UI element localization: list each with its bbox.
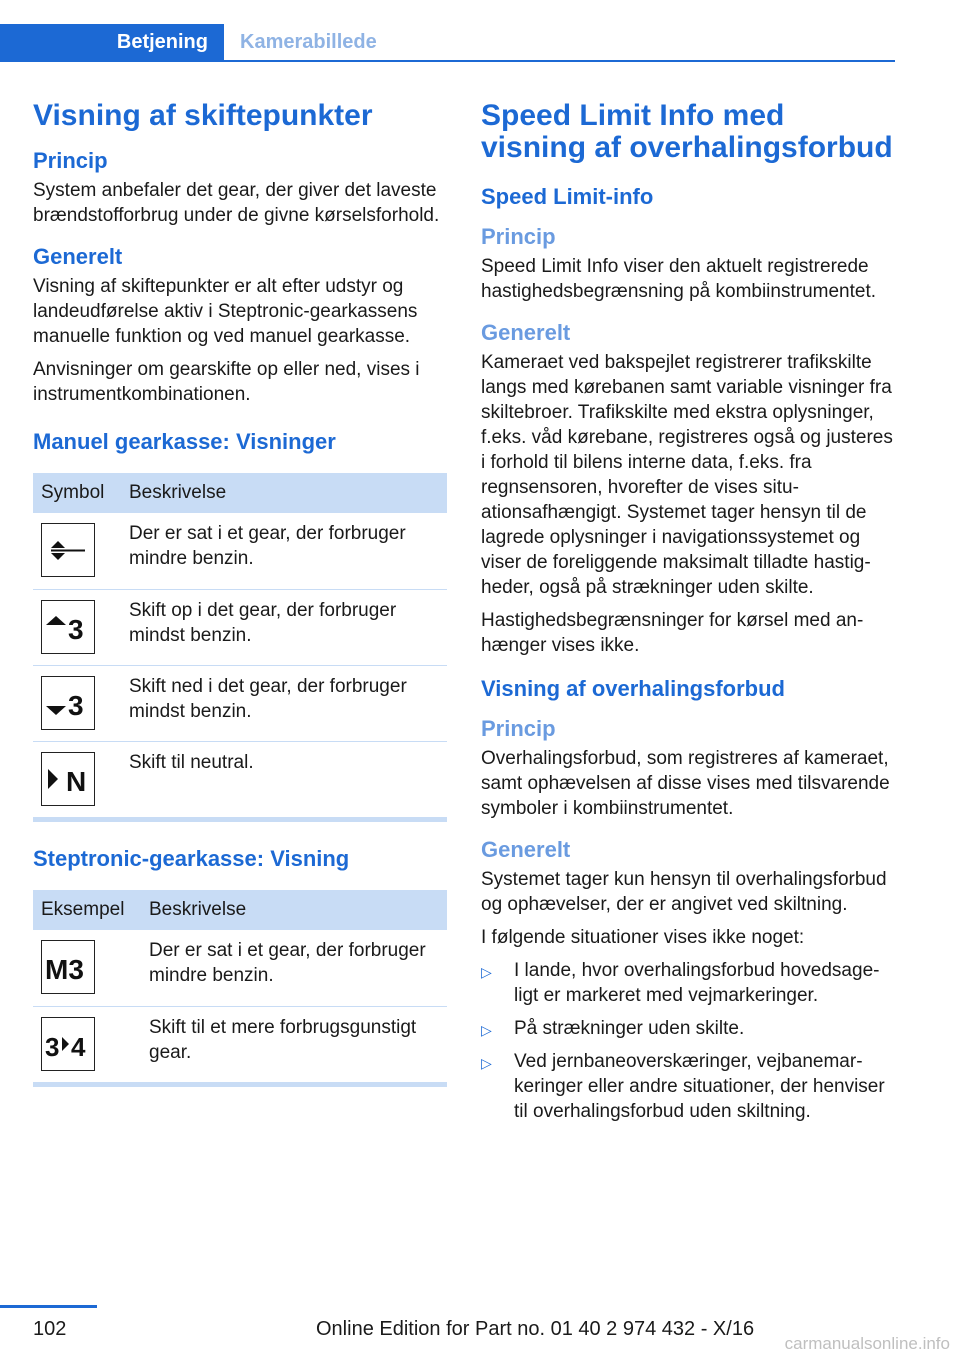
col-beskrivelse: Beskrivelse — [141, 890, 447, 930]
generelt-text-2: Anvisninger om gearskifte op eller ned, vises i instrumentkombinationen. — [33, 359, 420, 405]
heading-overtaking-display: Visning af overhalingsforbud — [481, 676, 785, 701]
table-end-rule — [33, 1082, 447, 1087]
shift-up-3-icon — [41, 600, 95, 654]
situations-list — [481, 958, 897, 1124]
table-cell: Skift ned i det gear, der forbruger mindst benzin. — [121, 665, 447, 741]
svg-text:N: N — [66, 765, 87, 795]
heading-generelt: Generelt — [33, 244, 123, 269]
3-to-4-icon — [41, 1017, 95, 1071]
heading-steptronic: Steptronic-gearkasse: Visning — [33, 846, 350, 871]
left-column — [33, 100, 447, 1087]
table-row — [33, 665, 447, 741]
table-cell: Skift til et mere forbrugsgunstigt gear. — [149, 1016, 417, 1063]
table-row — [33, 1006, 447, 1082]
shift-updown-icon — [41, 523, 95, 577]
manual-gearbox-table — [33, 473, 447, 817]
triangle-bullet-icon: ▷ — [481, 964, 492, 980]
table-row — [33, 589, 447, 665]
generelt-text-4: I følgende situationer vises ikke noget: — [481, 927, 805, 948]
svg-text:3: 3 — [68, 689, 84, 719]
heading-manual-gearbox: Manuel gearkasse: Visninger — [33, 429, 336, 454]
princip-text: System anbefaler det gear, der giver det laveste brændstofforbrug under de givne kørselsforhold. — [33, 180, 440, 226]
heading-princip: Princip — [481, 224, 556, 249]
triangle-bullet-icon: ▷ — [481, 1055, 492, 1071]
right-column — [481, 100, 897, 1132]
header-rule — [0, 60, 895, 62]
svg-text:M3: M3 — [45, 954, 84, 983]
princip-text-2: Overhalingsforbud, som registreres af kameraet, samt ophævelsen af disse vises med tilsvarende symboler i kombiinstrumentet. — [481, 748, 890, 819]
col-beskrivelse: Beskrivelse — [121, 473, 447, 513]
section-title-shift-points: Visning af skiftepunkter — [33, 99, 373, 132]
table-row — [33, 741, 447, 817]
table-cell: Der er sat i et gear, der forbruger mindre benzin. — [121, 513, 447, 589]
table-header — [33, 890, 447, 930]
heading-generelt-2: Generelt — [481, 837, 571, 862]
table-row — [33, 513, 447, 589]
table-cell: Skift til neutral. — [129, 751, 254, 773]
watermark: carmanualsonline.info — [784, 1334, 950, 1353]
page-number: 102 — [33, 1318, 67, 1340]
col-symbol: Symbol — [33, 473, 121, 513]
tab-betjening[interactable]: Betjening — [0, 24, 224, 61]
table-cell: Skift op i det gear, der forbruger mindst benzin. — [121, 589, 447, 665]
table-row — [33, 930, 447, 1006]
list-item: ▷ På strækninger uden skilte. — [481, 1016, 897, 1041]
generelt-text-3: Systemet tager kun hensyn til overhalingsforbud og ophævelser, der er angivet ved skiltning. — [481, 869, 887, 915]
svg-text:3: 3 — [45, 1031, 60, 1060]
footer-rule — [0, 1305, 97, 1308]
svg-text:4: 4 — [71, 1031, 86, 1060]
table-header — [33, 473, 447, 513]
heading-princip: Princip — [33, 148, 108, 173]
list-item: ▷ I lande, hvor overhalingsforbud hovedsageligt er markeret med vejmarkeringer. — [481, 960, 880, 1006]
col-eksempel: Eksempel — [33, 890, 141, 930]
princip-text: Speed Limit Info viser den aktuelt registrerede hastighedsbegrænsning på kombiinstrumentet. — [481, 256, 877, 302]
triangle-bullet-icon: ▷ — [481, 1022, 492, 1038]
edition-note: Online Edition for Part no. 01 40 2 974 432 - X/16 — [316, 1318, 755, 1340]
generelt-text-1: Visning af skiftepunkter er alt efter udstyr og landeudførelse aktiv i Steptronic-gearkassens manuelle funktion og ved manuel gearkasse. — [33, 276, 418, 347]
m3-icon — [41, 940, 95, 994]
heading-princip-2: Princip — [481, 716, 556, 741]
heading-speed-limit-info: Speed Limit-info — [481, 184, 654, 209]
shift-down-3-icon — [41, 676, 95, 730]
table-cell: Der er sat i et gear, der forbruger mindre benzin. — [141, 930, 447, 1006]
generelt-text-1: Kameraet ved bakspejlet registrerer trafikskilte langs med kørebanen samt variable visninger fra skiltebroer. Trafikskilte med ekstra oplysninger, f.eks. våd kørebane, registreres også og justeres i forhold til bilens interne data, f.eks. fra regnsensoren, hvorefter de vises situationsafhængigt. Systemet tager hensyn til de lagrede oplysninger i navigationssystemet og viser de foreliggende maksimalt tilladte hastigheder, også på strækninger uden skilte. — [481, 352, 893, 598]
list-item: ▷ Ved jernbaneoverskæringer, vejbanemarkeringer eller andre situationer, der henviser til overhalingsforbud uden skiltning. — [481, 1051, 885, 1122]
heading-generelt: Generelt — [481, 320, 571, 345]
tab-kamerabillede[interactable]: Kamerabillede — [240, 31, 377, 53]
shift-neutral-icon — [41, 752, 95, 806]
table-end-rule — [33, 817, 447, 822]
generelt-text-2: Hastighedsbegrænsninger for kørsel med anhænger vises ikke. — [481, 610, 864, 656]
page-header — [0, 0, 960, 62]
section-title-speed-limit: Speed Limit Info med visning af overhalingsforbud — [481, 99, 893, 164]
svg-text:3: 3 — [68, 613, 84, 643]
steptronic-table — [33, 890, 447, 1082]
